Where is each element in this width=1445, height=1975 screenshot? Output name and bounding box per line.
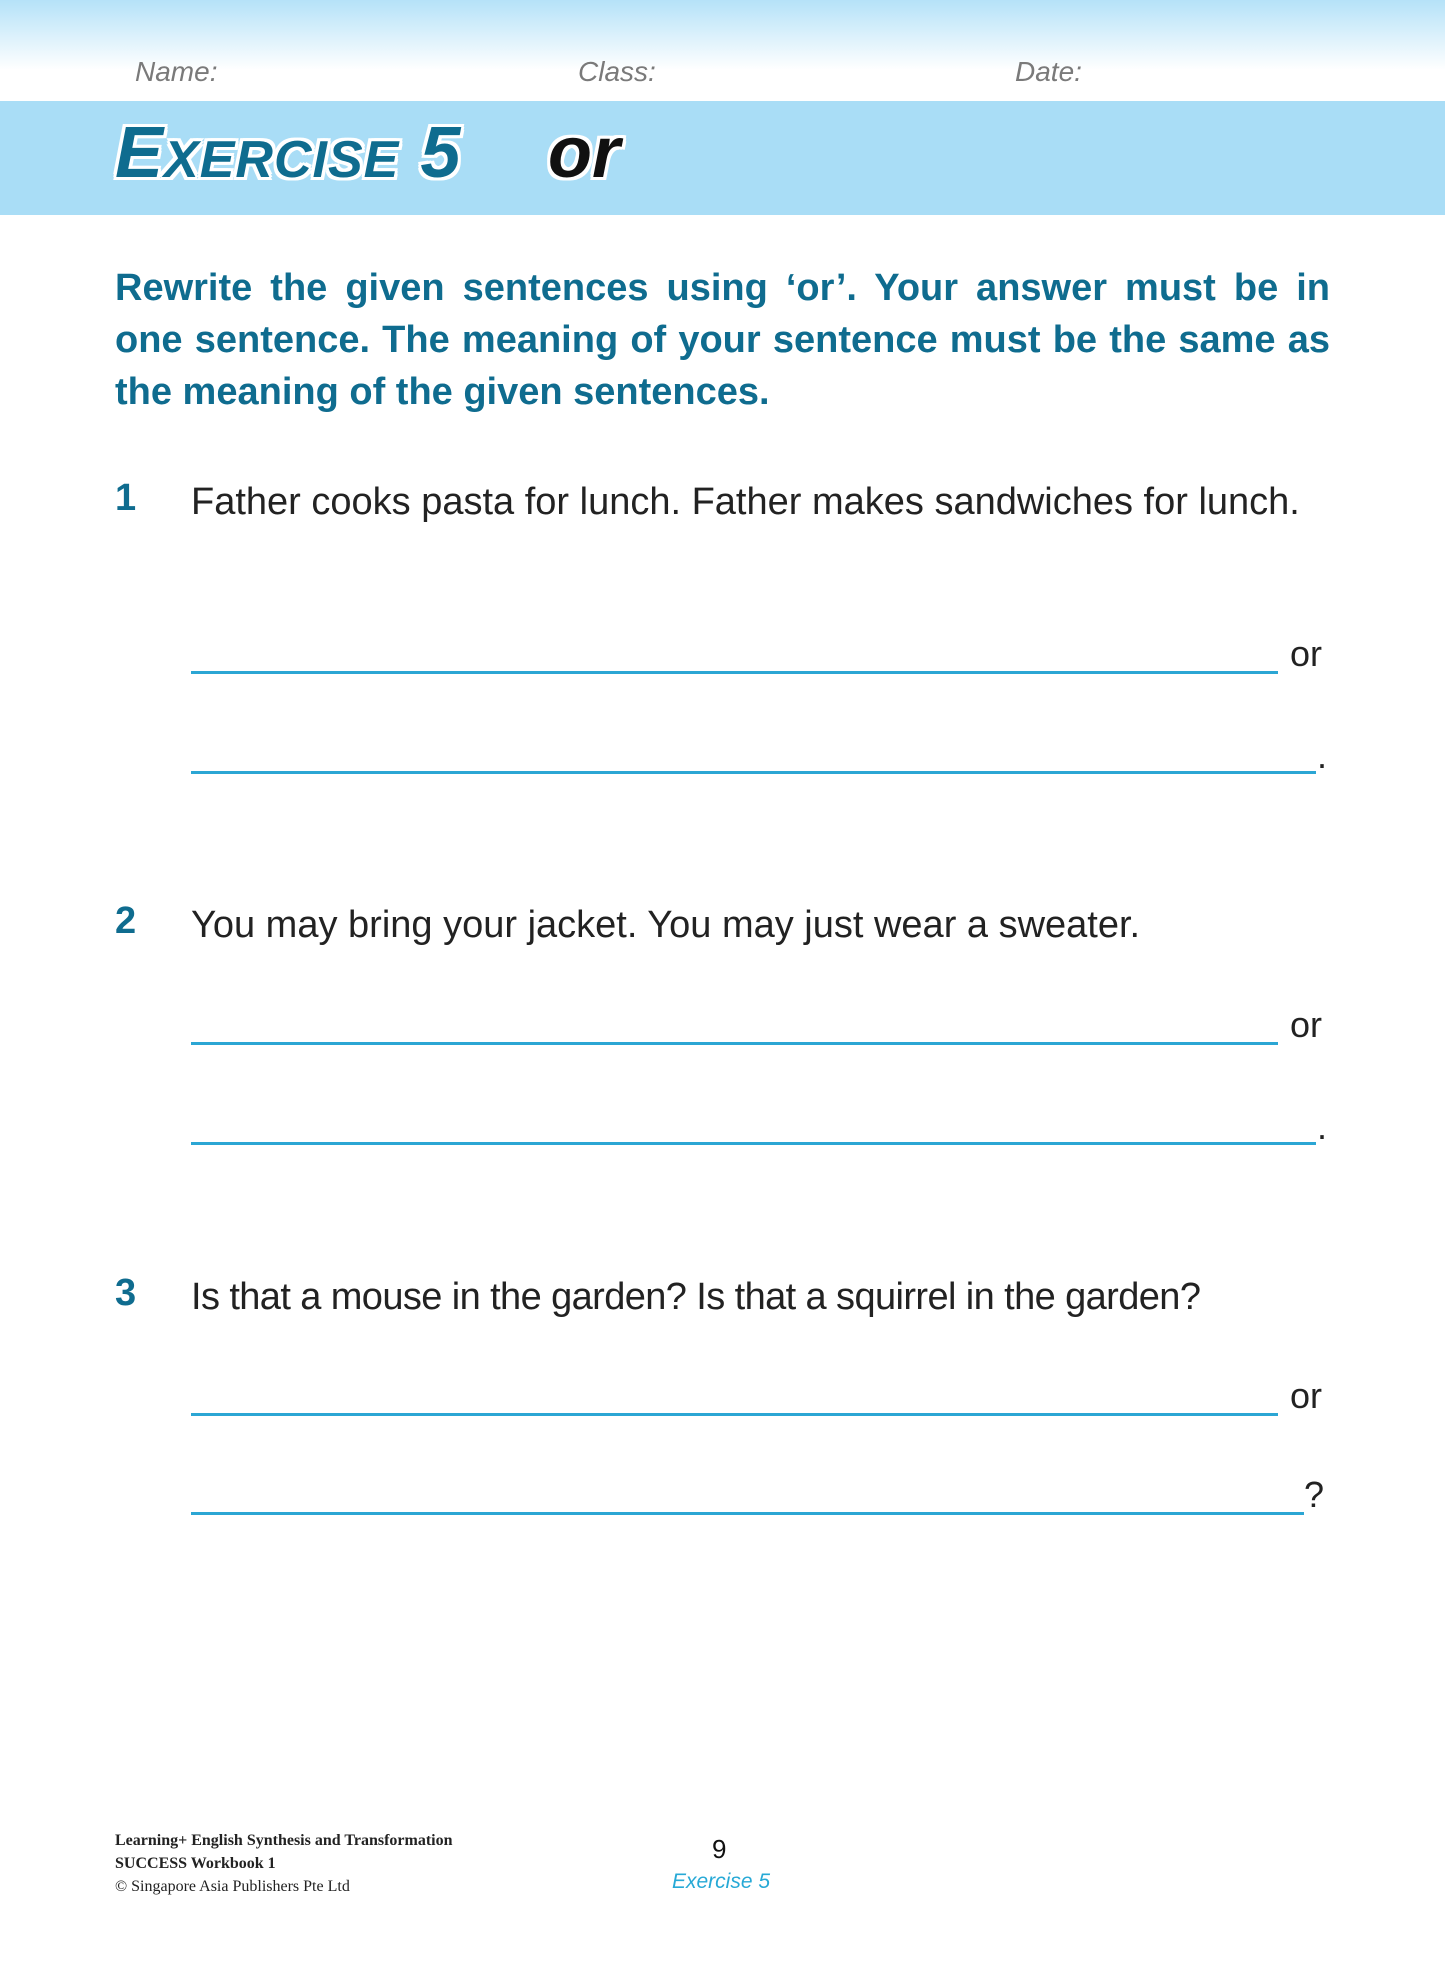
footer-workbook: SUCCESS Workbook 1 bbox=[115, 1855, 276, 1872]
question-number: 2 bbox=[115, 900, 137, 942]
answer-line[interactable] bbox=[191, 1042, 1278, 1045]
question-number: 1 bbox=[115, 477, 137, 519]
line-end-word: or bbox=[1290, 633, 1323, 674]
footer-copyright: © Singapore Asia Publishers Pte Ltd bbox=[115, 1878, 350, 1895]
answer-line[interactable] bbox=[191, 771, 1316, 774]
title-rest: XERCISE bbox=[164, 131, 400, 189]
exercise-topic: or bbox=[548, 113, 620, 193]
exercise-title bbox=[115, 112, 461, 194]
question-number: 3 bbox=[115, 1272, 137, 1314]
question-text: Father cooks pasta for lunch. Father makes sandwiches for lunch. bbox=[191, 481, 1300, 523]
line-end-punct: . bbox=[1317, 735, 1328, 776]
answer-line[interactable] bbox=[191, 1413, 1278, 1416]
footer-book-title: Learning+ English Synthesis and Transformation bbox=[115, 1832, 453, 1849]
page-number: 9 bbox=[712, 1834, 727, 1864]
line-end-punct: . bbox=[1317, 1106, 1328, 1147]
question-text: Is that a mouse in the garden? Is that a squirrel in the garden? bbox=[191, 1276, 1201, 1318]
name-label: Name: bbox=[135, 56, 218, 87]
class-label: Class: bbox=[578, 56, 656, 87]
footer-exercise-label: Exercise 5 bbox=[672, 1870, 771, 1893]
line-end-punct: ? bbox=[1304, 1474, 1325, 1515]
line-end-word: or bbox=[1290, 1375, 1323, 1416]
title-initial: E bbox=[115, 113, 165, 193]
question-text: You may bring your jacket. You may just wear a sweater. bbox=[191, 904, 1141, 946]
answer-line[interactable] bbox=[191, 1512, 1304, 1515]
exercise-number: 5 bbox=[420, 113, 462, 193]
answer-line[interactable] bbox=[191, 671, 1278, 674]
line-end-word: or bbox=[1290, 1004, 1323, 1045]
answer-line[interactable] bbox=[191, 1142, 1316, 1145]
date-label: Date: bbox=[1015, 56, 1082, 87]
instructions: Rewrite the given sentences using ‘or’. Your answer must be in one sentence. The meaning of your sentence must be the same as the meaning of the given sentences. bbox=[115, 267, 1330, 413]
